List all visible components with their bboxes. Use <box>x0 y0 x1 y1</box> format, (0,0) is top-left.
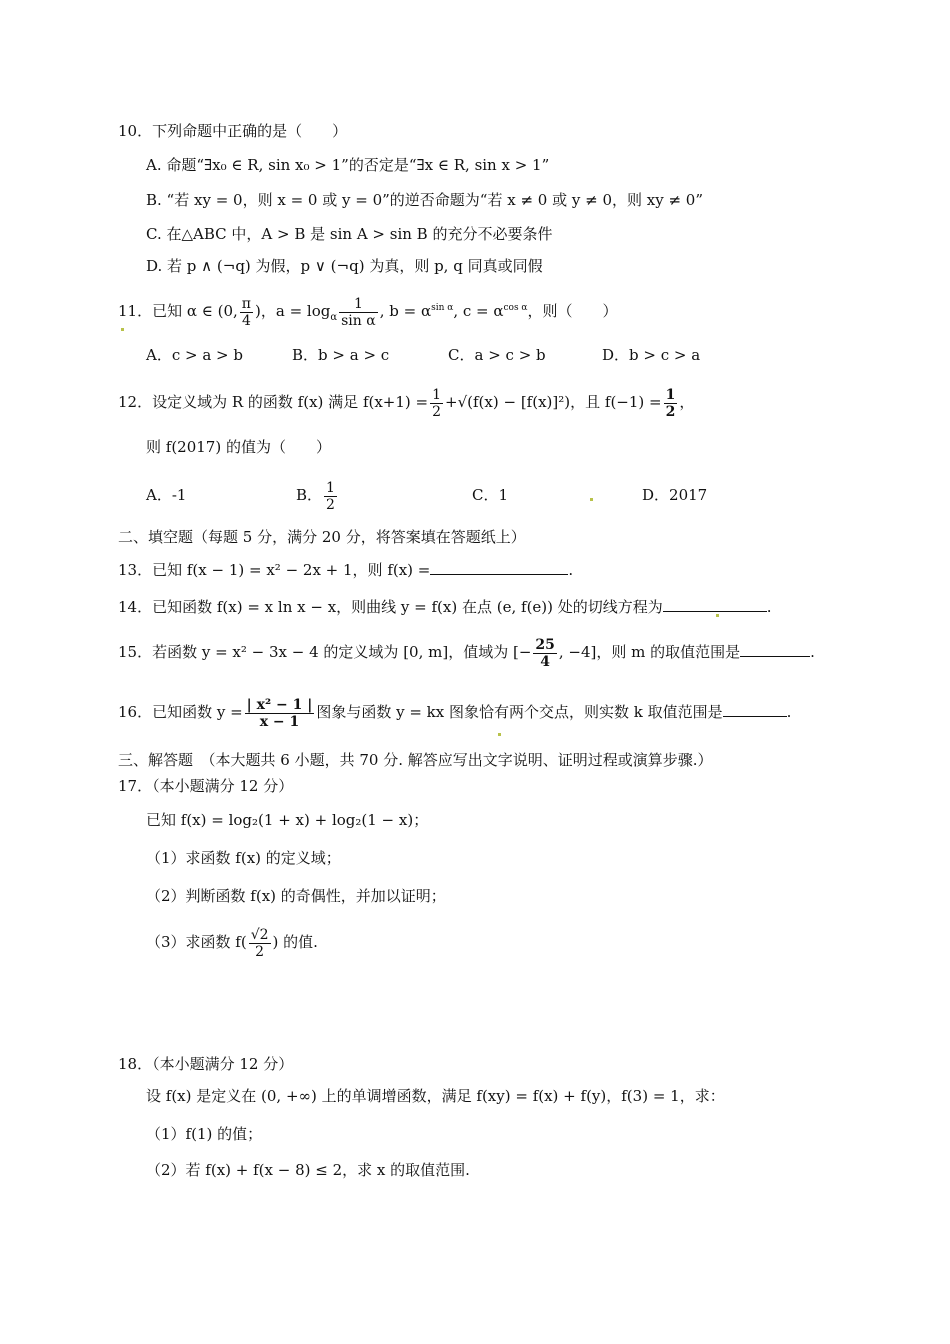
q12-half-num: 1 <box>432 386 442 403</box>
q11-log-base: α <box>330 312 338 323</box>
q15 <box>118 632 815 672</box>
q17-p3-num: √2 <box>250 926 269 943</box>
q10-option-c: C. 在△ABC 中，A > B 是 sin A > sin B 的充分不必要条件 <box>146 225 553 243</box>
q12-sqrt: +√(f(x) − [f(x)]²) <box>445 393 571 411</box>
q12-b-num: 1 <box>326 479 335 496</box>
q11-option-b: B．b > a > c <box>292 346 390 364</box>
scan-speck <box>716 614 719 617</box>
q14 <box>118 597 772 617</box>
q12-option-d: D．2017 <box>642 486 708 504</box>
q11-b-part: , b = α <box>379 302 432 320</box>
q17-p3-post: ) 的值. <box>272 933 318 951</box>
q13-end: . <box>568 561 574 579</box>
q12-option-c: C．1 <box>472 486 509 504</box>
q16-post: 图象与函数 y = kx 图象恰有两个交点，则实数 k 取值范围是 <box>316 703 723 721</box>
q12-cond-den: 2 <box>665 403 676 420</box>
q13-text: 13．已知 f(x − 1) = x² − 2x + 1，则 f(x) = <box>118 561 431 579</box>
q16-end: . <box>786 703 792 721</box>
q12-cond-frac <box>664 387 678 420</box>
scan-speck <box>590 498 593 501</box>
q16-pre: 16．已知函数 y = <box>118 703 243 721</box>
q15-den: 4 <box>540 653 551 670</box>
section-2-heading: 二、填空题（每题 5 分，满分 20 分，将答案填在答题纸上） <box>118 528 526 546</box>
q17-heading: 17．（本小题满分 12 分） <box>118 777 294 795</box>
q15-end: . <box>810 643 815 661</box>
q12-option-b-frac <box>324 480 337 513</box>
q10-stem: 10．下列命题中正确的是（ ） <box>118 122 348 140</box>
q15-pre: 15．若函数 y = x² − 3x − 4 的定义域为 [0, m]，值域为 [− <box>118 643 532 661</box>
q18-given: 设 f(x) 是定义在 (0, +∞) 上的单调增函数，满足 f(xy) = f(x) + f(y)，f(3) = 1，求： <box>146 1087 725 1105</box>
q17-p3-pre: （3）求函数 f( <box>146 933 247 951</box>
q12-line2: 则 f(2017) 的值为（ ） <box>146 438 331 456</box>
q12-cond-num: 1 <box>665 386 676 403</box>
q16-den: x − 1 <box>259 713 300 730</box>
q11-option-d: D．b > c > a <box>602 346 701 364</box>
q11-log-arg <box>339 296 378 329</box>
q12-option-b <box>296 475 339 515</box>
q11-b-exp: sin α <box>431 303 454 313</box>
scan-speck <box>121 328 124 331</box>
q10-option-b: B. “若 xy = 0，则 x = 0 或 y = 0”的逆否命题为“若 x ≠ 0 或 y ≠ 0，则 xy ≠ 0” <box>146 191 704 209</box>
q15-frac <box>533 637 556 670</box>
q11-c-part: , c = α <box>453 302 504 320</box>
q16 <box>118 692 791 732</box>
q11-tail: ，则（ ） <box>527 302 618 320</box>
q11-sin-den: sin α <box>341 312 376 329</box>
q10-option-a: A. 命题“∃x₀ ∈ R, sin x₀ > 1”的否定是“∃x ∈ R, sin x > 1” <box>146 156 550 174</box>
q11-pi-den: 4 <box>241 312 251 329</box>
q17-part-2: （2）判断函数 f(x) 的奇偶性，并加以证明； <box>146 887 446 905</box>
q12-half-den: 2 <box>432 403 442 420</box>
q14-end: . <box>766 598 772 616</box>
q13 <box>118 560 573 580</box>
section-3-heading: 三、解答题 （本大题共 6 小题，共 70 分. 解答应写出文字说明、证明过程或演算步骤.） <box>118 751 713 769</box>
q14-answer-blank[interactable] <box>663 597 767 612</box>
q14-text: 14．已知函数 f(x) = x ln x − x，则曲线 y = f(x) 在点 (e, f(e)) 处的切线方程为 <box>118 598 663 616</box>
q12-prefix: 12．设定义域为 R 的函数 f(x) 满足 f(x+1) = <box>118 393 429 411</box>
q12-stem <box>118 382 694 422</box>
q11-pi-over-4 <box>240 296 253 329</box>
q18-part-1: （1）f(1) 的值； <box>146 1125 263 1143</box>
q12-cond-tail: ， <box>679 393 695 411</box>
q11-one: 1 <box>339 296 378 313</box>
q11-c-exp: cos α <box>503 303 528 313</box>
q13-answer-blank[interactable] <box>430 560 568 575</box>
q12-option-a: A．-1 <box>146 486 187 504</box>
q17-p3-den: 2 <box>255 943 265 960</box>
q15-post: , −4]，则 m 的取值范围是 <box>558 643 741 661</box>
q10-option-d: D. 若 p ∧ (¬q) 为假，p ∨ (¬q) 为真，则 p, q 同真或同假 <box>146 257 543 275</box>
q11-stem <box>118 288 618 338</box>
q17-part-3 <box>146 922 318 962</box>
q15-answer-blank[interactable] <box>740 642 810 657</box>
q12-b-den: 2 <box>326 496 335 513</box>
q17-part-1: （1）求函数 f(x) 的定义域； <box>146 849 341 867</box>
q16-answer-blank[interactable] <box>723 702 787 717</box>
q18-heading: 18．（本小题满分 12 分） <box>118 1055 294 1073</box>
q15-num: 25 <box>535 636 555 653</box>
q18-part-2: （2）若 f(x) + f(x − 8) ≤ 2，求 x 的取值范围. <box>146 1161 470 1179</box>
q17-given: 已知 f(x) = log₂(1 + x) + log₂(1 − x)； <box>146 811 429 829</box>
q12-option-b-label: B． <box>296 486 323 504</box>
q11-mid: )，a = log <box>255 302 331 320</box>
q12-half <box>430 387 443 420</box>
q16-num: | x² − 1 | <box>246 696 313 713</box>
q11-option-c: C．a > c > b <box>448 346 546 364</box>
q11-option-a: A．c > a > b <box>146 346 243 364</box>
q16-frac <box>245 697 315 730</box>
q11-pi-num: π <box>241 295 251 312</box>
scan-speck <box>498 733 501 736</box>
q12-cond: ，且 f(−1) = <box>570 393 662 411</box>
q17-p3-frac <box>249 927 271 960</box>
q11-prefix: 11．已知 α ∈ (0, <box>118 302 238 320</box>
